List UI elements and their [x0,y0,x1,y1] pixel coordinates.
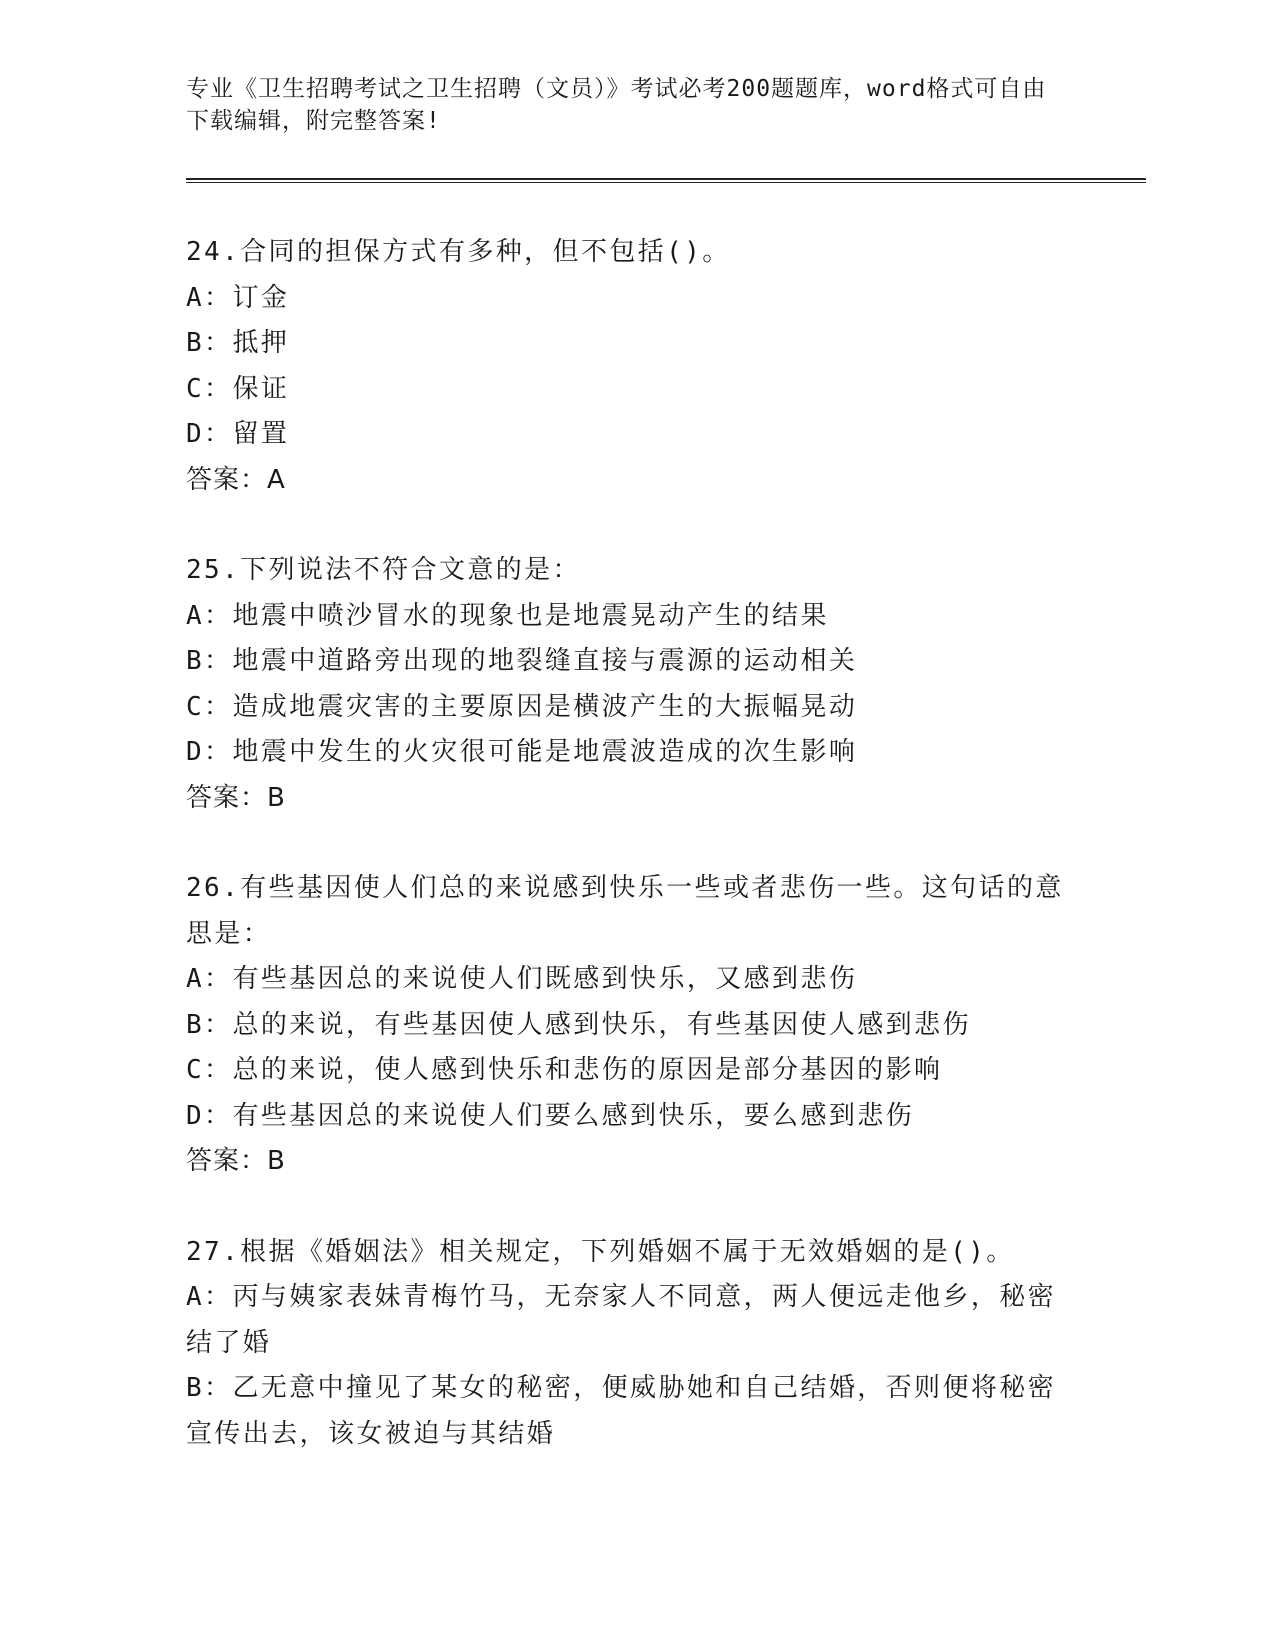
question-stem: 27.根据《婚姻法》相关规定，下列婚姻不属于无效婚姻的是()。 [186,1236,1015,1267]
option-b: B：乙无意中撞见了某女的秘密，便威胁她和自己结婚，否则便将秘密宣传出去，该女被迫与其结婚 [186,1373,1057,1449]
question-stem: 26.有些基因使人们总的来说感到快乐一些或者悲伤一些。这句话的意思是： [186,873,1064,949]
option-a: A：丙与姨家表妹青梅竹马，无奈家人不同意，两人便远走他乡，秘密结了婚 [186,1282,1057,1358]
answer-line: 答案：B [186,782,286,813]
option-c: C：总的来说，使人感到快乐和悲伤的原因是部分基因的影响 [186,1055,943,1085]
question-25 [186,548,1066,821]
option-c: C：保证 [186,373,290,404]
answer-line: 答案：B [186,1146,286,1176]
question-stem: 24.合同的担保方式有多种，但不包括()。 [186,237,731,267]
option-b: B：抵押 [186,328,290,358]
option-b: B：地震中道路旁出现的地裂缝直接与震源的运动相关 [186,646,858,676]
option-d: D：留置 [186,419,290,449]
option-c: C：造成地震灾害的主要原因是横波产生的大振幅晃动 [186,691,858,722]
document-header: 专业《卫生招聘考试之卫生招聘（文员）》考试必考200题题库，word格式可自由下载编辑，附完整答案! [186,76,1047,134]
option-a: A：地震中喷沙冒水的现象也是地震晃动产生的结果 [186,600,829,631]
question-24 [186,230,1066,503]
question-stem: 25.下列说法不符合文意的是： [186,555,581,585]
answer-line: 答案：A [186,464,286,495]
option-a: A：有些基因总的来说使人们既感到快乐，又感到悲伤 [186,964,858,994]
question-26 [186,866,1066,1185]
option-a: A：订金 [186,282,290,313]
header-divider [186,178,1146,183]
option-b: B：总的来说，有些基因使人感到快乐，有些基因使人感到悲伤 [186,1009,971,1040]
question-27 [186,1230,1066,1458]
option-d: D：地震中发生的火灾很可能是地震波造成的次生影响 [186,737,858,767]
question-list [186,230,1066,1502]
option-d: D：有些基因总的来说使人们要么感到快乐，要么感到悲伤 [186,1100,915,1131]
